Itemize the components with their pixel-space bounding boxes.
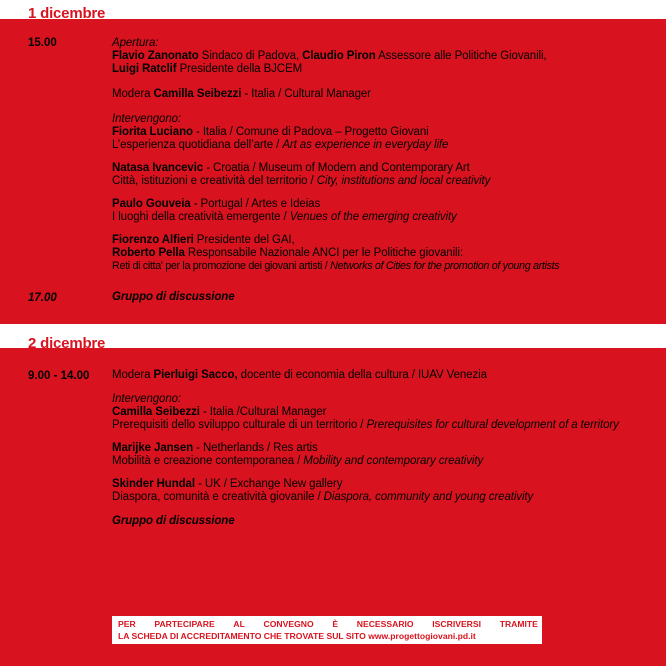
speaker-name: Paulo Gouveia bbox=[112, 198, 191, 210]
speaker-affiliation: - Italia / Comune di Padova – Progetto Giovani bbox=[192, 126, 429, 138]
moderator-line: Modera Pierluigi Sacco, docente di economia della cultura / IUAV Venezia bbox=[112, 369, 487, 381]
notice-line-1: PER PARTECIPARE AL CONVEGNO È NECESSARIO ISCRIVERSI TRAMITE bbox=[118, 619, 538, 629]
topic-line: L’esperienza quotidiana dell’arte / Art as experience in everyday life bbox=[112, 139, 449, 151]
speaker-affiliation: - Italia /Cultural Manager bbox=[199, 406, 327, 418]
day2-discussion-group: Gruppo di discussione bbox=[112, 515, 235, 527]
topic-line: Mobilità e creazione contemporanea / Mobility and contemporary creativity bbox=[112, 455, 484, 467]
speaker-affiliation: Responsabile Nazionale ANCI per le Politiche giovanili: bbox=[184, 247, 464, 259]
day2-program bbox=[112, 369, 664, 528]
intervengono-label: Intervengono: bbox=[112, 393, 182, 405]
speaker-name: Claudio Piron bbox=[302, 50, 376, 62]
moderator-name: Pierluigi Sacco, bbox=[153, 369, 238, 381]
speaker-name: Roberto Pella bbox=[112, 247, 185, 259]
speaker-role: Presidente della BJCEM bbox=[176, 63, 303, 75]
speaker-name: Natasa Ivancevic bbox=[112, 162, 204, 174]
speaker-name: Camilla Seibezzi bbox=[112, 406, 200, 418]
day1-time-1500: 15.00 bbox=[28, 37, 57, 49]
moderator-name: Camilla Seibezzi bbox=[153, 88, 242, 100]
topic-line: Diaspora, comunità e creatività giovanile / Diaspora, community and young creativity bbox=[112, 491, 534, 503]
speaker-role: Assessore alle Politiche Giovanili, bbox=[375, 50, 547, 62]
speaker-line bbox=[112, 126, 664, 139]
website-link[interactable]: www.progettogiovani.pd.it bbox=[368, 631, 476, 641]
speaker-line bbox=[112, 162, 664, 175]
registration-notice bbox=[112, 616, 542, 644]
apertura-line-1 bbox=[112, 50, 664, 63]
speaker-affiliation: - UK / Exchange New gallery bbox=[194, 478, 343, 490]
speaker-name: Luigi Ratclif bbox=[112, 63, 177, 75]
speaker-affiliation: Presidente del GAI, bbox=[193, 234, 295, 246]
day1-time-1700: 17.00 bbox=[28, 292, 57, 304]
topic-line: Prerequisiti dello sviluppo culturale di un territorio / Prerequisites for cultural development of a territory bbox=[112, 419, 619, 431]
notice-line-2: LA SCHEDA DI ACCREDITAMENTO CHE TROVATE SUL SITO www.progettogiovani.pd.it bbox=[118, 631, 476, 641]
day1-title: 1 dicembre bbox=[28, 5, 106, 22]
speaker-name: Fiorenzo Alfieri bbox=[112, 234, 194, 246]
intervengono-label: Intervengono: bbox=[112, 113, 182, 125]
speaker-name: Fiorita Luciano bbox=[112, 126, 193, 138]
moderator-line: Modera Camilla Seibezzi - Italia / Cultural Manager bbox=[112, 88, 371, 100]
topic-line: I luoghi della creatività emergente / Venues of the emerging creativity bbox=[112, 211, 457, 223]
day1-discussion-group: Gruppo di discussione bbox=[112, 291, 235, 303]
speaker-line bbox=[112, 478, 664, 491]
topic-line: Città, istituzioni e creatività del territorio / City, institutions and local creativity bbox=[112, 175, 491, 187]
topic-line: Reti di citta' per la promozione dei giovani artisti / Networks of Cities for the promotion of young artists bbox=[112, 260, 560, 272]
speaker-affiliation: - Netherlands / Res artis bbox=[193, 442, 318, 454]
speaker-name: Skinder Hundal bbox=[112, 478, 195, 490]
speaker-line bbox=[112, 406, 664, 419]
speaker-affiliation: - Croatia / Museum of Modern and Contemporary Art bbox=[203, 162, 470, 174]
apertura-label: Apertura: bbox=[112, 37, 159, 49]
speaker-name: Marijke Jansen bbox=[112, 442, 194, 454]
day2-title: 2 dicembre bbox=[28, 335, 106, 352]
speaker-line bbox=[112, 234, 664, 247]
speaker-affiliation: - Portugal / Artes e Ideias bbox=[190, 198, 321, 210]
apertura-line-2 bbox=[112, 63, 664, 76]
speaker-line bbox=[112, 247, 664, 260]
speaker-name: Flavio Zanonato bbox=[112, 50, 199, 62]
day1-program bbox=[112, 37, 664, 273]
speaker-role: Sindaco di Padova, bbox=[198, 50, 303, 62]
speaker-line bbox=[112, 442, 664, 455]
speaker-line bbox=[112, 198, 664, 211]
day2-time: 9.00 - 14.00 bbox=[28, 370, 90, 382]
